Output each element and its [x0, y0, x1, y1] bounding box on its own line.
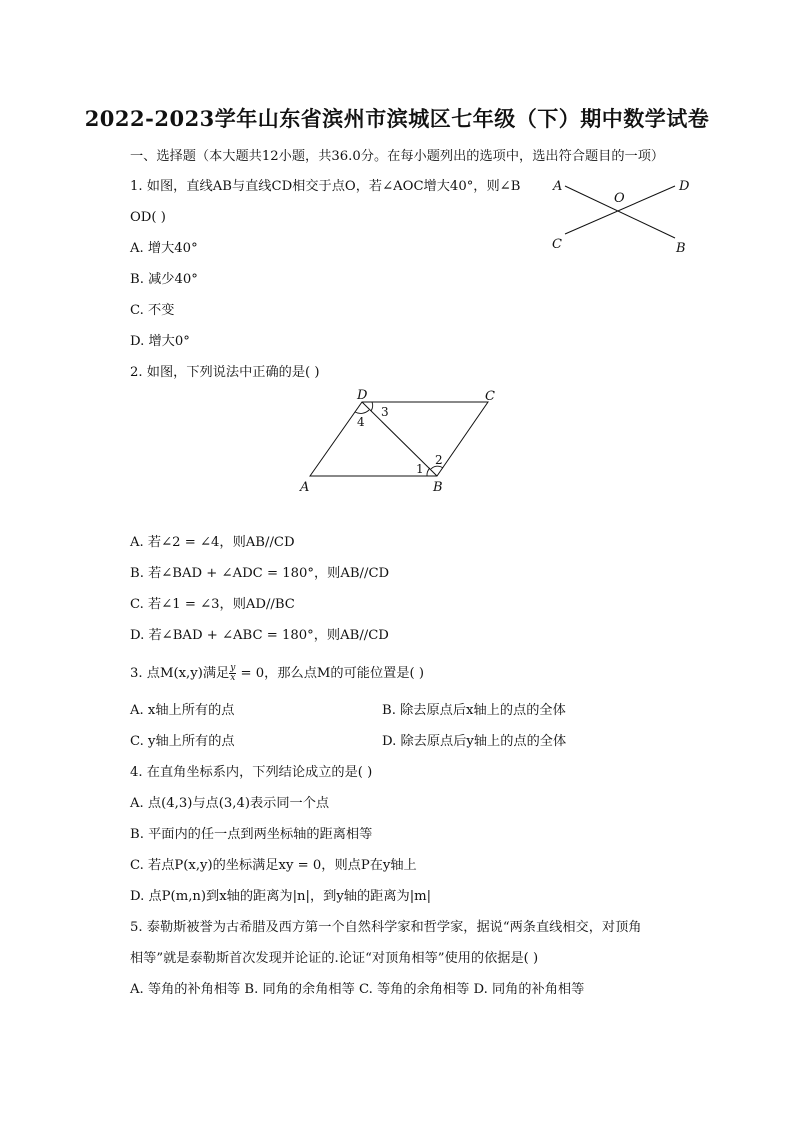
q4-stem: 4. 在直角坐标系内，下列结论成立的是( )	[130, 765, 373, 780]
q3-option-b[interactable]: B. 除去原点后x轴上的点的全体	[382, 703, 566, 718]
q4-option-b[interactable]: B. 平面内的任一点到两坐标轴的距离相等	[130, 827, 373, 842]
page-title: 2022-2023学年山东省滨州市滨城区七年级（下）期中数学试卷	[84, 106, 710, 131]
q2-stem: 2. 如图，下列说法中正确的是( )	[130, 365, 320, 380]
q3-option-a[interactable]: A. x轴上所有的点	[130, 703, 235, 718]
q5-stem-line1: 5. 泰勒斯被誉为古希腊及西方第一个自然科学家和哲学家，据说“两条直线相交，对顶角	[130, 920, 642, 935]
q5-options[interactable]: A. 等角的补角相等 B. 同角的余角相等 C. 等角的余角相等 D. 同角的补角相等	[130, 982, 585, 997]
q1-label-a: A	[553, 179, 563, 194]
q2-angle-2: 2	[435, 453, 443, 467]
q1-option-d[interactable]: D. 增大0°	[130, 334, 190, 349]
q2-option-b[interactable]: B. 若∠BAD + ∠ADC = 180°，则AB//CD	[130, 566, 390, 581]
q1-label-b: B	[676, 241, 686, 256]
q1-label-o: O	[614, 191, 625, 206]
q3-stem	[130, 664, 424, 683]
q4-option-a[interactable]: A. 点(4,3)与点(3,4)表示同一个点	[130, 796, 330, 811]
q2-label-c: C	[485, 389, 495, 404]
q3-option-c[interactable]: C. y轴上所有的点	[130, 734, 235, 749]
q2-angle-1: 1	[416, 462, 424, 476]
q1-figure	[545, 172, 705, 257]
q2-label-d: D	[357, 388, 368, 403]
q1-label-d: D	[679, 179, 690, 194]
q3-stem-post: = 0，那么点M的可能位置是( )	[236, 666, 424, 681]
q2-figure	[295, 385, 510, 497]
q1-stem-line2: OD( )	[130, 210, 166, 225]
q2-option-a[interactable]: A. 若∠2 = ∠4，则AB//CD	[130, 535, 295, 550]
q5-stem-line2: 相等”就是泰勒斯首次发现并论证的.论证“对顶角相等”使用的依据是( )	[130, 951, 539, 966]
section-heading: 一、选择题（本大题共12小题，共36.0分。在每小题列出的选项中，选出符合题目的一项）	[130, 149, 665, 164]
q2-label-b: B	[433, 480, 443, 495]
q2-label-a: A	[300, 480, 310, 495]
q2-option-d[interactable]: D. 若∠BAD + ∠ABC = 180°，则AB//CD	[130, 628, 389, 643]
q1-label-c: C	[552, 237, 562, 252]
q3-stem-pre: 3. 点M(x,y)满足	[130, 666, 230, 681]
q3-frac-num: y	[230, 663, 236, 673]
q3-frac-den: x	[230, 673, 236, 683]
q1-option-b[interactable]: B. 减少40°	[130, 272, 198, 287]
q1-option-a[interactable]: A. 增大40°	[130, 241, 198, 256]
q1-stem-line1: 1. 如图，直线AB与直线CD相交于点O，若∠AOC增大40°，则∠B	[130, 179, 521, 194]
q4-option-d[interactable]: D. 点P(m,n)到x轴的距离为|n|，到y轴的距离为|m|	[130, 889, 432, 904]
q4-option-c[interactable]: C. 若点P(x,y)的坐标满足xy = 0，则点P在y轴上	[130, 858, 417, 873]
q2-angle-3: 3	[381, 405, 389, 419]
q2-option-c[interactable]: C. 若∠1 = ∠3，则AD//BC	[130, 597, 295, 612]
q2-angle-4: 4	[357, 415, 365, 429]
q3-option-d[interactable]: D. 除去原点后y轴上的点的全体	[382, 734, 567, 749]
q1-option-c[interactable]: C. 不变	[130, 303, 175, 318]
